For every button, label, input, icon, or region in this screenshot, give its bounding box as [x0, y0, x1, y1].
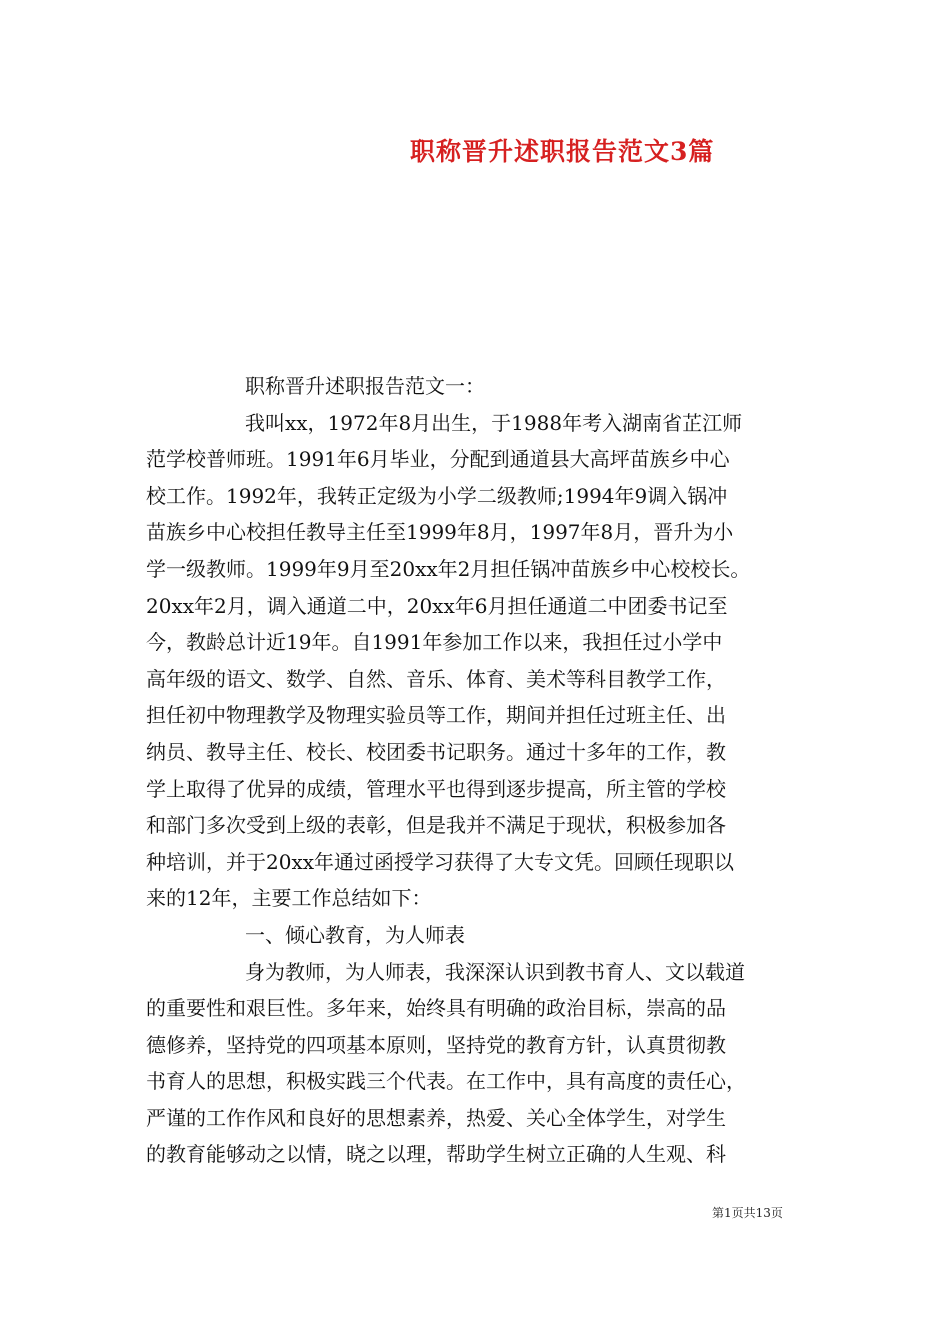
paragraph-line: 身为教师，为人师表，我深深认识到教书育人、文以载道 [245, 959, 745, 984]
paragraph-line: 纳员、教导主任、校长、校团委书记职务。通过十多年的工作，教 [146, 739, 726, 764]
document-title: 职称晋升述职报告范文3篇 [410, 137, 715, 166]
paragraph-line: 的重要性和艰巨性。多年来，始终具有明确的政治目标，崇高的品 [146, 996, 726, 1021]
paragraph-line: 和部门多次受到上级的表彰，但是我并不满足于现状，积极参加各 [146, 813, 726, 838]
paragraph-line: 学上取得了优异的成绩，管理水平也得到逐步提高，所主管的学校 [146, 776, 726, 801]
paragraph-line: 学一级教师。1999年9月至20xx年2月担任锅冲苗族乡中心校校长。 [146, 556, 751, 581]
paragraph-line: 来的12年，主要工作总结如下： [146, 886, 432, 911]
paragraph-line: 苗族乡中心校担任教导主任至1999年8月，1997年8月，晋升为小 [146, 520, 734, 545]
page-number-footer: 第1页共13页 [712, 1206, 783, 1220]
paragraph-line: 担任初中物理教学及物理实验员等工作，期间并担任过班主任、出 [146, 703, 726, 728]
paragraph-line: 的教育能够动之以情，晓之以理，帮助学生树立正确的人生观、科 [146, 1142, 726, 1167]
subsection-heading: 一、倾心教育，为人师表 [245, 922, 465, 947]
paragraph-line: 今，教龄总计近19年。自1991年参加工作以来，我担任过小学中 [146, 630, 723, 655]
document-body [146, 368, 826, 1173]
paragraph-line: 种培训，并于20xx年通过函授学习获得了大专文凭。回顾任现职以 [146, 849, 735, 874]
paragraph-line: 范学校普师班。1991年6月毕业，分配到通道县大高坪苗族乡中心 [146, 447, 730, 472]
paragraph-line: 我叫xx，1972年8月出生，于1988年考入湖南省芷江师 [245, 410, 743, 435]
paragraph-line: 20xx年2月，调入通道二中，20xx年6月担任通道二中团委书记至 [146, 593, 728, 618]
paragraph-line: 高年级的语文、数学、自然、音乐、体育、美术等科目教学工作， [146, 666, 726, 691]
section-heading: 职称晋升述职报告范文一： [245, 374, 485, 398]
paragraph-line: 校工作。1992年，我转正定级为小学二级教师;1994年9调入锅冲 [146, 483, 728, 508]
paragraph-line: 严谨的工作作风和良好的思想素养，热爱、关心全体学生，对学生 [146, 1105, 726, 1130]
paragraph-line: 书育人的思想，积极实践三个代表。在工作中，具有高度的责任心， [146, 1069, 746, 1094]
paragraph-line: 德修养，坚持党的四项基本原则，坚持党的教育方针，认真贯彻教 [146, 1032, 726, 1057]
